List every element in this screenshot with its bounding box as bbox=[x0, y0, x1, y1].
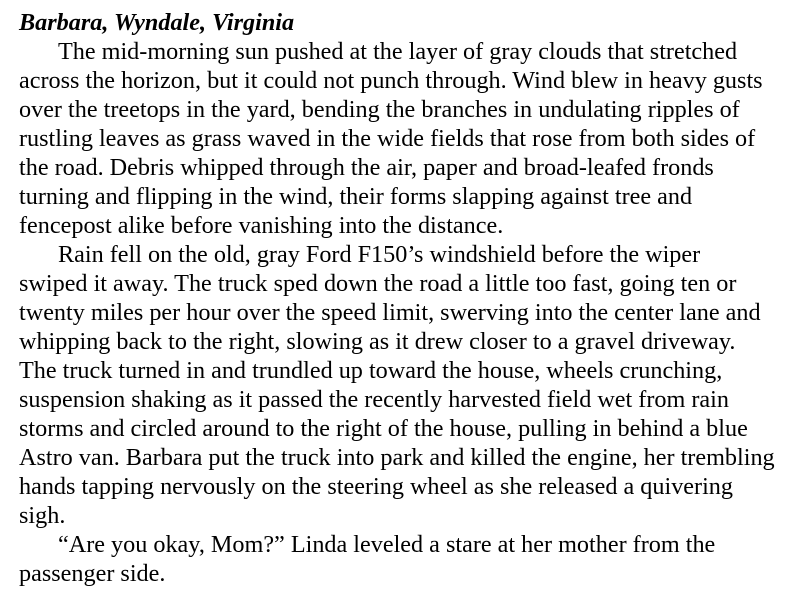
text-line: passenger side. bbox=[19, 560, 166, 587]
document-page bbox=[19, 8, 789, 588]
text-line: over the treetops in the yard, bending the branches in undulating ripples of bbox=[19, 96, 740, 123]
text-line: Astro van. Barbara put the truck into park and killed the engine, her trembling bbox=[19, 444, 775, 471]
text-line: swiped it away. The truck sped down the road a little too fast, going ten or bbox=[19, 270, 737, 297]
text-line: across the horizon, but it could not punch through. Wind blew in heavy gusts bbox=[19, 67, 763, 94]
paragraph-first-line: The mid-morning sun pushed at the layer of gray clouds that stretched bbox=[58, 38, 738, 65]
text-line: fencepost alike before vanishing into the distance. bbox=[19, 212, 504, 239]
text-line: turning and flipping in the wind, their forms slapping against tree and bbox=[19, 183, 693, 210]
text-line: the road. Debris whipped through the air, paper and broad-leafed fronds bbox=[19, 154, 714, 181]
text-line: whipping back to the right, slowing as it drew closer to a gravel driveway. bbox=[19, 328, 736, 355]
text-line: twenty miles per hour over the speed limit, swerving into the center lane and bbox=[19, 299, 761, 326]
text-line: The truck turned in and trundled up toward the house, wheels crunching, bbox=[19, 357, 723, 384]
body-text bbox=[19, 37, 789, 588]
text-line: hands tapping nervously on the steering wheel as she released a quivering bbox=[19, 473, 733, 500]
section-heading: Barbara, Wyndale, Virginia bbox=[19, 9, 295, 36]
paragraph-first-line: “Are you okay, Mom?” Linda leveled a stare at her mother from the bbox=[58, 531, 716, 558]
text-line: rustling leaves as grass waved in the wide fields that rose from both sides of bbox=[19, 125, 756, 152]
text-line: sigh. bbox=[19, 502, 66, 529]
text-line: storms and circled around to the right of the house, pulling in behind a blue bbox=[19, 415, 748, 442]
paragraph-first-line: Rain fell on the old, gray Ford F150’s windshield before the wiper bbox=[58, 241, 701, 268]
text-line: suspension shaking as it passed the recently harvested field wet from rain bbox=[19, 386, 729, 413]
